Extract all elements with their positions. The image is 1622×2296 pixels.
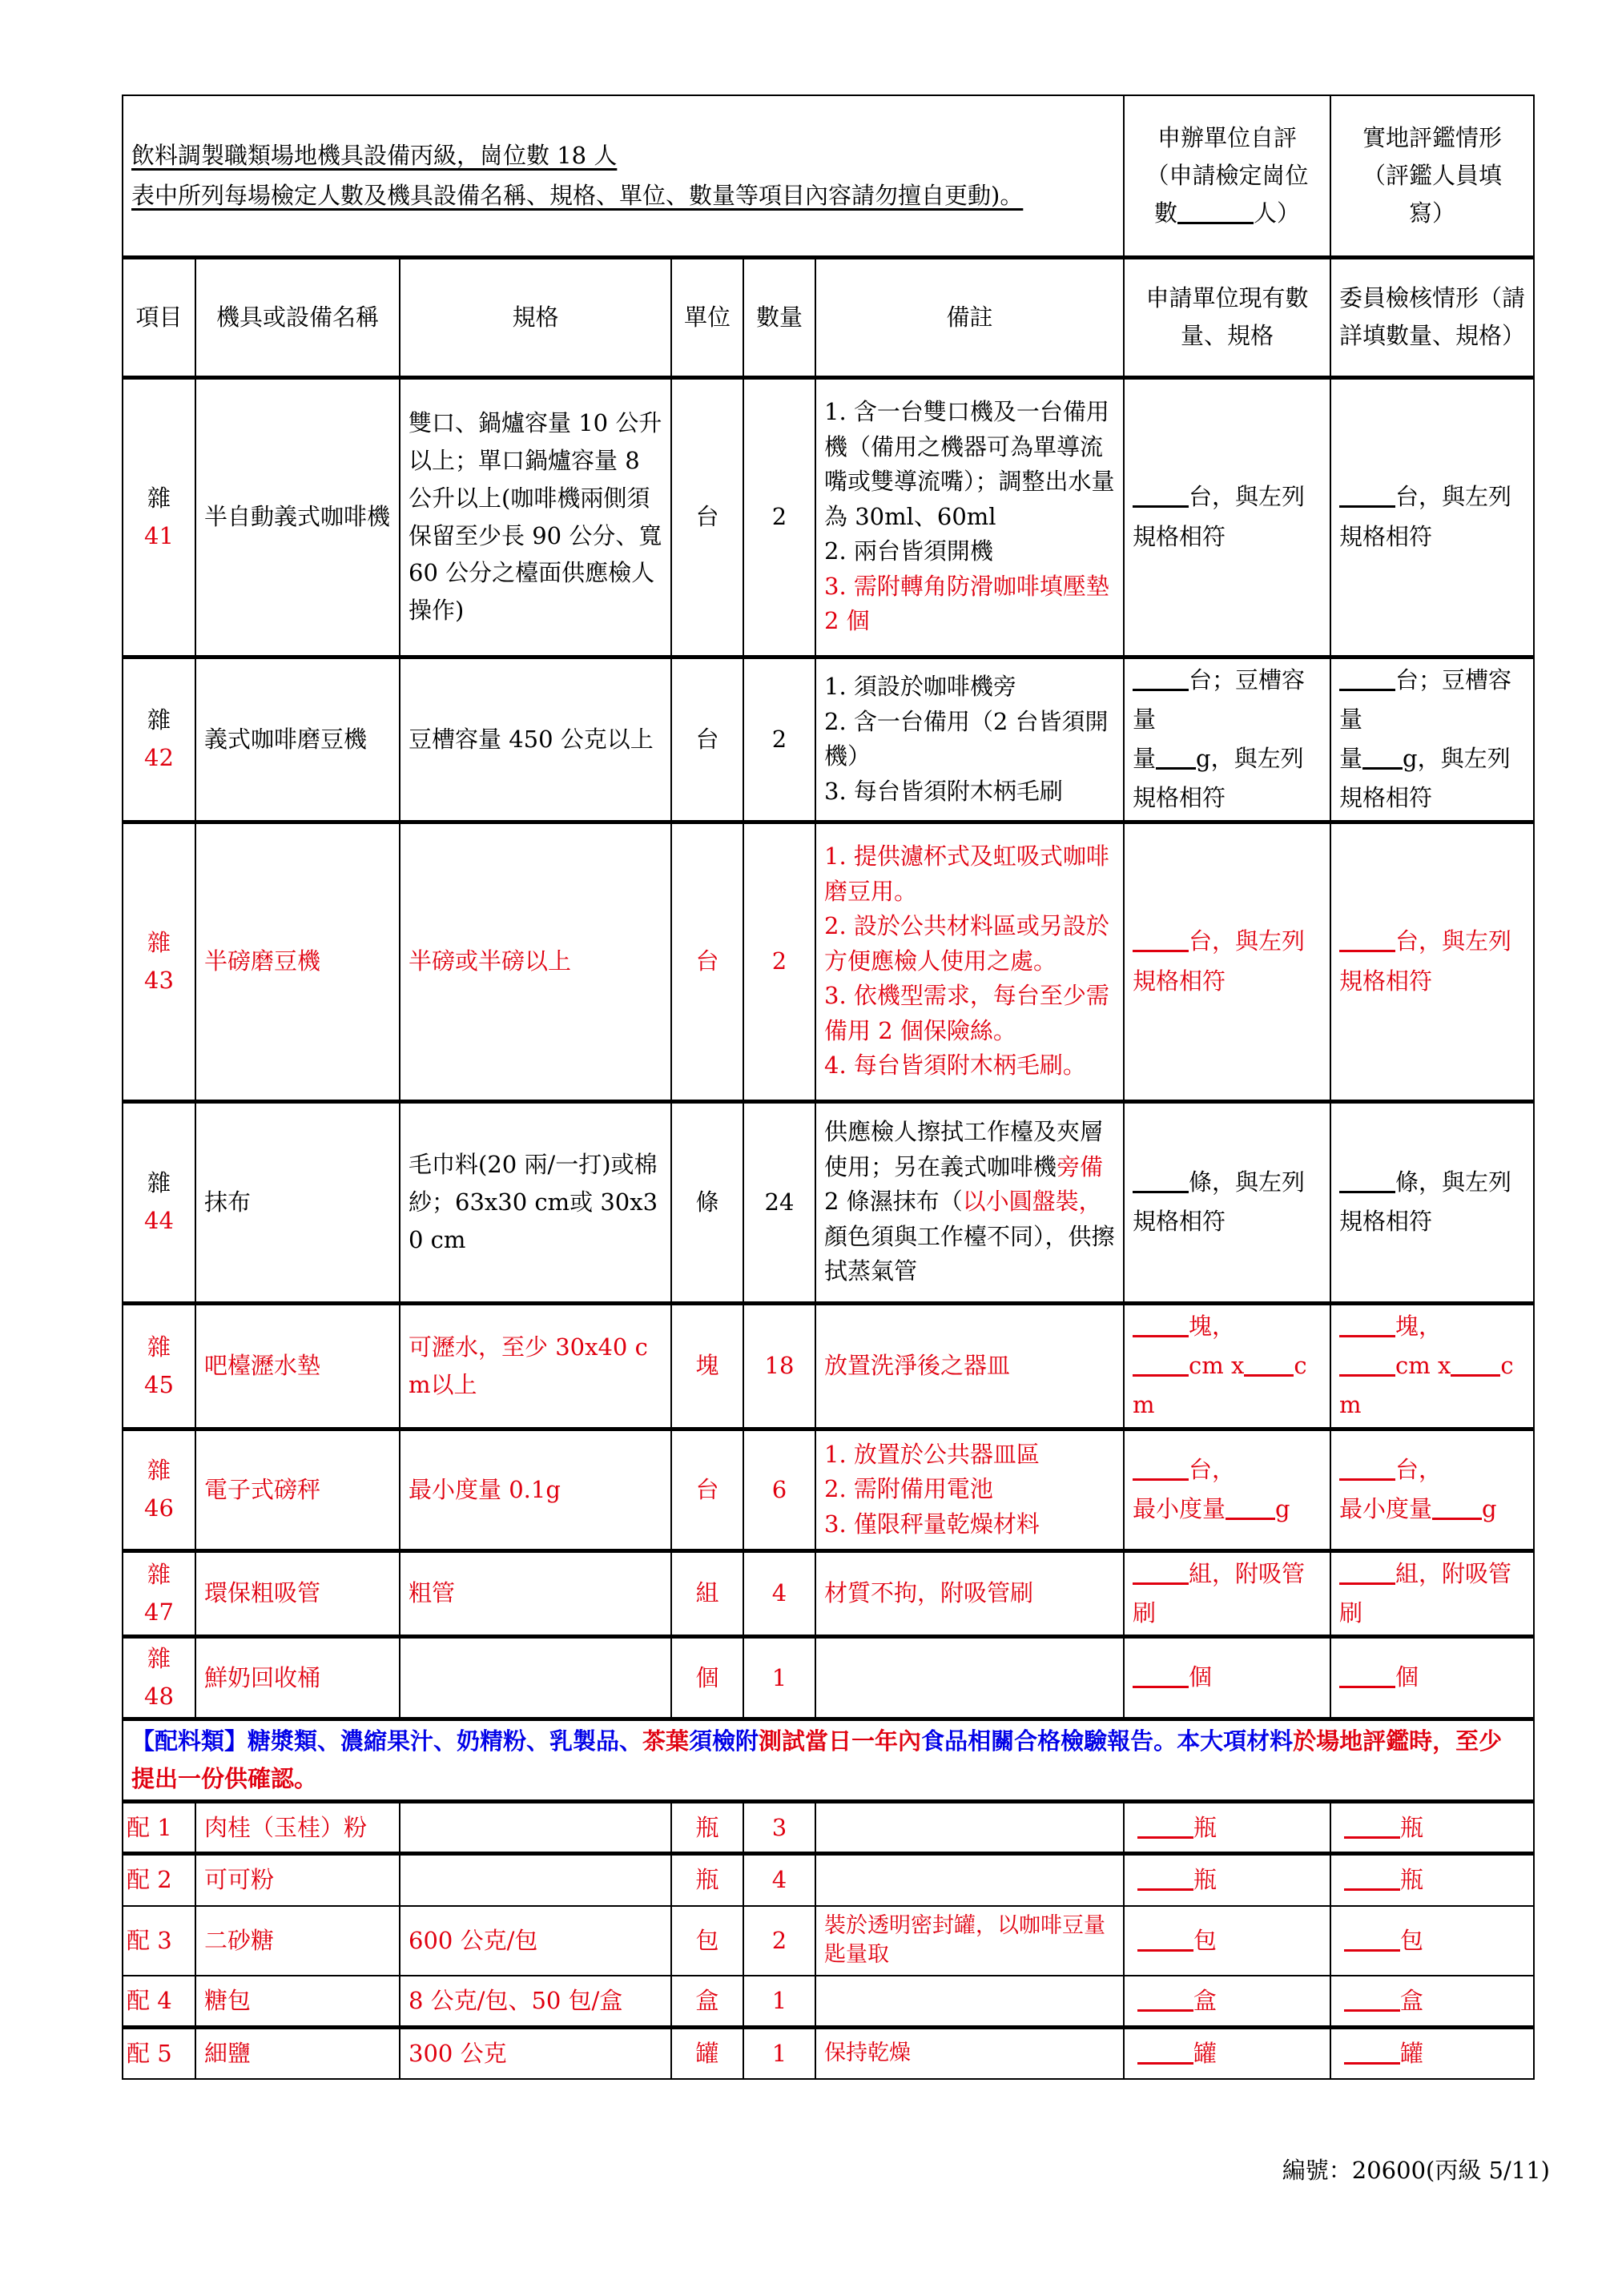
document-title: 飲料調製職類場地機具設備丙級，崗位數 18 人 (131, 141, 618, 169)
item-code-number: 45 (144, 1370, 174, 1398)
committee-check (1330, 1637, 1534, 1719)
equipment-row (123, 1303, 1534, 1429)
applicant-check (1124, 1854, 1330, 1906)
item-spec: 毛巾料(20 兩/一打)或棉紗；63x30 cm或 30x30 cm (400, 1101, 671, 1303)
item-code-number: 46 (144, 1494, 174, 1522)
item-unit: 條 (671, 1101, 743, 1303)
ingredients-section-row (123, 1719, 1534, 1802)
item-spec: 半磅或半磅以上 (400, 822, 671, 1101)
fill-in-blank[interactable] (1339, 1312, 1395, 1337)
fill-in-blank[interactable] (1133, 482, 1189, 508)
check-text: 組，附吸管刷 (1133, 1559, 1306, 1627)
applicant-check (1124, 377, 1330, 657)
ingredient-name: 二砂糖 (195, 1906, 400, 1976)
item-code (123, 1429, 195, 1550)
check-text: 最小度量 (1133, 1495, 1226, 1523)
check-text: 盒 (1193, 1986, 1218, 2014)
committee-check (1330, 1101, 1534, 1303)
fill-in-blank[interactable] (1137, 2039, 1193, 2065)
committee-check (1330, 822, 1534, 1101)
item-qty: 4 (743, 1550, 815, 1637)
note-segment: 供應檢人擦拭工作檯及夾層使用；另在義式咖啡機 (824, 1118, 1104, 1180)
note-segment: 旁備 (1057, 1152, 1104, 1180)
check-text: 台，與左列規格相符 (1339, 927, 1512, 995)
fill-in-blank[interactable] (1244, 1351, 1294, 1377)
item-note (815, 377, 1124, 657)
committee-check (1330, 377, 1534, 657)
fill-in-blank[interactable] (1339, 1455, 1395, 1481)
ingredient-unit: 瓶 (671, 1802, 743, 1854)
item-qty: 2 (743, 657, 815, 822)
fill-in-blank[interactable] (1137, 1986, 1193, 2012)
col-header-name: 機具或設備名稱 (195, 257, 400, 377)
check-text: 罐 (1193, 2039, 1218, 2067)
fill-in-blank[interactable] (1339, 1559, 1395, 1585)
note-line: 1. 須設於咖啡機旁 (824, 673, 1016, 701)
check-text: 個 (1189, 1663, 1213, 1691)
check-text: 條，與左列規格相符 (1339, 1168, 1512, 1236)
item-note (815, 1637, 1124, 1719)
fill-in-blank[interactable] (1137, 1926, 1193, 1952)
item-code-prefix: 雜 (147, 484, 171, 512)
ingredient-qty: 1 (743, 2028, 815, 2079)
item-code (123, 1303, 195, 1429)
check-text: 台，與左列規格相符 (1339, 483, 1512, 550)
ingredient-row (123, 1802, 1534, 1854)
check-text: g，與左列規格相符 (1339, 745, 1511, 812)
fill-in-blank[interactable] (1344, 1926, 1400, 1952)
item-code (123, 822, 195, 1101)
ingredient-unit: 盒 (671, 1976, 743, 2028)
applicant-check (1124, 822, 1330, 1101)
check-text: cm x (1189, 1351, 1245, 1379)
item-code-prefix: 雜 (147, 1333, 171, 1361)
item-unit: 台 (671, 1429, 743, 1550)
page-number: 編號：20600(丙級 5/11) (1282, 2157, 1550, 2184)
check-text: g，與左列規格相符 (1133, 745, 1304, 812)
ingredient-note: 裝於透明密封罐，以咖啡豆量匙量取 (815, 1906, 1124, 1976)
equipment-row (123, 657, 1534, 822)
check-text: g (1482, 1495, 1497, 1523)
ingredient-note (815, 1802, 1124, 1854)
item-note (815, 1550, 1124, 1637)
ingredient-code: 配 2 (123, 1854, 195, 1906)
site-eval-header: 實地評鑑情形 （評鑑人員填 寫） (1330, 95, 1534, 257)
item-spec: 可瀝水，至少 30x40 cm以上 (400, 1303, 671, 1429)
item-name: 鮮奶回收桶 (195, 1637, 400, 1719)
section-segment: 於場地評鑑時，至少提出一份供確認。 (131, 1727, 1503, 1793)
item-code-prefix: 雜 (147, 928, 171, 956)
item-name: 電子式磅秤 (195, 1429, 400, 1550)
item-code-number: 41 (144, 521, 174, 549)
item-note (815, 1303, 1124, 1429)
check-text: 台；豆槽容量 (1339, 665, 1512, 733)
applicant-check (1124, 1637, 1330, 1719)
self-eval-header: 申辦單位自評 （申請檢定崗位 數 人） (1124, 95, 1330, 257)
fill-in-blank[interactable] (1344, 1986, 1400, 2012)
committee-check (1330, 2028, 1534, 2079)
ingredient-code: 配 5 (123, 2028, 195, 2079)
applicant-check (1124, 1101, 1330, 1303)
committee-check (1330, 1976, 1534, 2028)
fill-in-blank[interactable] (1339, 927, 1395, 952)
item-note (815, 822, 1124, 1101)
ingredient-spec: 300 公克 (400, 2028, 671, 2079)
ingredient-qty: 1 (743, 1976, 815, 2028)
note-line: 1. 含一台雙口機及一台備用機（備用之機器可為單導流嘴或雙導流嘴）；調整出水量為 30ml、60ml (824, 398, 1115, 530)
check-text: 台；豆槽容量 (1133, 665, 1306, 733)
ingredient-unit: 包 (671, 1906, 743, 1976)
ingredient-row (123, 1854, 1534, 1906)
committee-check (1330, 1906, 1534, 1976)
item-spec: 豆槽容量 450 公克以上 (400, 657, 671, 822)
check-text: 包 (1400, 1926, 1424, 1954)
committee-check (1330, 1550, 1534, 1637)
col-header-qty: 數量 (743, 257, 815, 377)
check-text: 條，與左列規格相符 (1133, 1168, 1306, 1236)
check-text: 瓶 (1193, 1866, 1218, 1894)
item-code-prefix: 雜 (147, 1645, 171, 1673)
ingredient-name: 可可粉 (195, 1854, 400, 1906)
item-name: 環保粗吸管 (195, 1550, 400, 1637)
note-line: 3. 每台皆須附木柄毛刷 (824, 777, 1063, 805)
check-text: 組，附吸管刷 (1339, 1559, 1512, 1627)
item-code-number: 43 (144, 966, 174, 994)
committee-check (1330, 1854, 1534, 1906)
ingredient-qty: 3 (743, 1802, 815, 1854)
check-text: 包 (1193, 1926, 1218, 1954)
section-segment: 茶葉 (642, 1727, 690, 1755)
col-header-item: 項目 (123, 257, 195, 377)
item-code (123, 377, 195, 657)
ingredient-row (123, 1976, 1534, 2028)
fill-in-blank[interactable] (1339, 1351, 1395, 1377)
fill-in-blank[interactable] (1133, 1559, 1189, 1585)
check-text: 台， (1395, 1455, 1443, 1483)
fill-in-blank[interactable] (1339, 482, 1395, 508)
fill-in-blank[interactable] (1137, 1865, 1193, 1891)
applicant-check (1124, 657, 1330, 822)
item-code-prefix: 雜 (147, 706, 171, 734)
note-line: 3. 需附轉角防滑咖啡填壓墊 2 個 (824, 572, 1109, 635)
section-segment: 須檢附 (689, 1727, 759, 1755)
fill-in-blank[interactable] (1344, 1865, 1400, 1891)
col-header-note: 備註 (815, 257, 1124, 377)
ingredient-spec: 600 公克/包 (400, 1906, 671, 1976)
check-text: 量 (1133, 745, 1157, 773)
ingredient-unit: 罐 (671, 2028, 743, 2079)
item-spec: 雙口、鍋爐容量 10 公升以上；單口鍋爐容量 8 公升以上(咖啡機兩側須保留至少長 90 公分、寬 60 公分之檯面供應檢人操作) (400, 377, 671, 657)
note-line: 2. 設於公共材料區或另設於方便應檢人使用之處。 (824, 912, 1109, 975)
equipment-row (123, 377, 1534, 657)
item-unit: 組 (671, 1550, 743, 1637)
fill-in-blank[interactable] (1133, 665, 1189, 691)
item-code (123, 1550, 195, 1637)
item-code-prefix: 雜 (147, 1457, 171, 1485)
check-text: 塊， (1189, 1312, 1236, 1340)
item-qty: 2 (743, 822, 815, 1101)
ingredient-row (123, 1906, 1534, 1976)
equipment-row (123, 1550, 1534, 1637)
ingredient-note (815, 1976, 1124, 2028)
committee-check (1330, 1303, 1534, 1429)
note-line: 2. 需附備用電池 (824, 1475, 993, 1503)
item-code-number: 44 (144, 1207, 174, 1235)
column-header-row (123, 257, 1534, 377)
fill-in-blank[interactable] (1339, 1663, 1395, 1688)
committee-check (1330, 1802, 1534, 1854)
check-text: 罐 (1400, 2039, 1424, 2067)
item-spec (400, 1637, 671, 1719)
fill-in-blank[interactable] (1339, 1168, 1395, 1193)
col-header-unit: 單位 (671, 257, 743, 377)
fill-in-blank[interactable] (1344, 1813, 1400, 1839)
item-unit: 個 (671, 1637, 743, 1719)
ingredient-note (815, 1854, 1124, 1906)
ingredient-unit: 瓶 (671, 1854, 743, 1906)
title-row (123, 95, 1534, 257)
ingredient-note: 保持乾燥 (815, 2028, 1124, 2079)
ingredient-spec (400, 1854, 671, 1906)
item-code (123, 1637, 195, 1719)
item-code-number: 48 (144, 1683, 174, 1711)
check-text: 個 (1395, 1663, 1419, 1691)
note-line: 2. 含一台備用（2 台皆須開機） (824, 707, 1109, 770)
note-line: 材質不拘，附吸管刷 (824, 1579, 1034, 1607)
fill-in-blank[interactable] (1133, 1455, 1189, 1481)
item-unit: 台 (671, 822, 743, 1101)
document-title-cell (123, 95, 1124, 257)
ingredient-qty: 4 (743, 1854, 815, 1906)
item-code-prefix: 雜 (147, 1560, 171, 1588)
check-text: 塊， (1395, 1312, 1443, 1340)
check-text: 台，與左列規格相符 (1133, 483, 1306, 550)
applicant-check (1124, 1976, 1330, 2028)
committee-check (1330, 657, 1534, 822)
ingredient-spec (400, 1802, 671, 1854)
ingredient-row (123, 2028, 1534, 2079)
item-unit: 塊 (671, 1303, 743, 1429)
check-text: 瓶 (1400, 1866, 1424, 1894)
check-text: 台， (1189, 1455, 1236, 1483)
ingredient-qty: 2 (743, 1906, 815, 1976)
item-qty: 2 (743, 377, 815, 657)
item-name: 半磅磨豆機 (195, 822, 400, 1101)
document-instruction: 表中所列每場檢定人數及機具設備名稱、規格、單位、數量等項目內容請勿擅自更動)。 (131, 182, 1024, 210)
item-qty: 6 (743, 1429, 815, 1550)
item-qty: 1 (743, 1637, 815, 1719)
fill-in-blank[interactable] (1137, 1813, 1193, 1839)
note-segment: 以小圓盤裝， (962, 1188, 1102, 1216)
check-text: 瓶 (1400, 1813, 1424, 1841)
item-unit: 台 (671, 377, 743, 657)
note-line: 4. 每台皆須附木柄毛刷。 (824, 1051, 1086, 1080)
item-unit: 台 (671, 657, 743, 822)
fill-in-blank[interactable] (1133, 1312, 1189, 1337)
fill-in-blank[interactable] (1432, 1494, 1482, 1520)
item-qty: 24 (743, 1101, 815, 1303)
ingredient-name: 肉桂（玉桂）粉 (195, 1802, 400, 1854)
item-note (815, 657, 1124, 822)
item-note (815, 1429, 1124, 1550)
fill-in-blank[interactable] (1133, 1663, 1189, 1688)
note-line: 1. 提供濾杯式及虹吸式咖啡磨豆用。 (824, 842, 1109, 905)
fill-in-blank[interactable] (1344, 2039, 1400, 2065)
equipment-row (123, 1637, 1534, 1719)
section-segment: 【配料類】糖漿類、濃縮果汁、奶精粉、乳製品、 (131, 1727, 643, 1755)
note-line: 1. 放置於公共器皿區 (824, 1440, 1040, 1468)
ingredient-code: 配 1 (123, 1802, 195, 1854)
check-text: 盒 (1400, 1986, 1424, 2014)
fill-in-blank[interactable] (1451, 1351, 1500, 1377)
item-name: 抹布 (195, 1101, 400, 1303)
committee-check (1330, 1429, 1534, 1550)
check-text: 瓶 (1193, 1813, 1218, 1841)
item-code-number: 47 (144, 1598, 174, 1626)
col-header-committee: 委員檢核情形（請詳填數量、規格） (1330, 257, 1534, 377)
note-line: 3. 依機型需求，每台至少需備用 2 個保險絲。 (824, 982, 1109, 1044)
applicant-check (1124, 1429, 1330, 1550)
equipment-row (123, 822, 1534, 1101)
note-line: 2. 兩台皆須開機 (824, 537, 993, 565)
fill-in-blank[interactable] (1339, 665, 1395, 691)
ingredient-name: 細鹽 (195, 2028, 400, 2079)
check-text: cm (1339, 1351, 1514, 1419)
fill-in-blank[interactable] (1362, 744, 1403, 770)
applicant-check (1124, 2028, 1330, 2079)
section-segment: 測試當日一年內 (759, 1727, 922, 1755)
item-name: 半自動義式咖啡機 (195, 377, 400, 657)
ingredient-name: 糖包 (195, 1976, 400, 2028)
col-header-spec: 規格 (400, 257, 671, 377)
ingredient-code: 配 4 (123, 1976, 195, 2028)
applicant-check (1124, 1906, 1330, 1976)
ingredient-spec: 8 公克/包、50 包/盒 (400, 1976, 671, 2028)
check-text: g (1275, 1495, 1290, 1523)
ingredients-section-header (123, 1719, 1534, 1802)
note-line: 3. 僅限秤量乾燥材料 (824, 1510, 1040, 1538)
note-segment: 顏色須與工作檯不同），供擦拭蒸氣管 (824, 1222, 1115, 1285)
applicant-check (1124, 1303, 1330, 1429)
item-spec: 最小度量 0.1g (400, 1429, 671, 1550)
fill-in-blank[interactable] (1156, 744, 1196, 770)
item-code-prefix: 雜 (147, 1169, 171, 1197)
item-code-number: 42 (144, 744, 174, 772)
item-spec: 粗管 (400, 1550, 671, 1637)
fill-in-blank[interactable] (1133, 927, 1189, 952)
fill-in-blank[interactable] (1133, 1168, 1189, 1193)
equipment-row (123, 1429, 1534, 1550)
fill-in-blank[interactable] (1226, 1494, 1275, 1520)
applicant-check (1124, 1550, 1330, 1637)
item-code (123, 657, 195, 822)
equipment-row (123, 1101, 1534, 1303)
check-text: 最小度量 (1339, 1495, 1433, 1523)
fill-in-blank[interactable] (1133, 1351, 1189, 1377)
ingredient-code: 配 3 (123, 1906, 195, 1976)
applicant-check (1124, 1802, 1330, 1854)
equipment-table (122, 94, 1535, 2080)
section-segment: 食品相關合格檢驗報告。本大項材料 (921, 1727, 1294, 1755)
check-text: cm (1133, 1351, 1307, 1419)
check-text: 量 (1339, 745, 1363, 773)
note-segment: 2 條濕抹布（ (824, 1188, 963, 1216)
item-code (123, 1101, 195, 1303)
item-note (815, 1101, 1124, 1303)
item-name: 義式咖啡磨豆機 (195, 657, 400, 822)
item-qty: 18 (743, 1303, 815, 1429)
station-count-blank[interactable] (1177, 199, 1254, 224)
check-text: cm x (1395, 1351, 1451, 1379)
item-name: 吧檯瀝水墊 (195, 1303, 400, 1429)
note-line: 放置洗淨後之器皿 (824, 1351, 1011, 1379)
col-header-applicant: 申請單位現有數量、規格 (1124, 257, 1330, 377)
check-text: 台，與左列規格相符 (1133, 927, 1306, 995)
